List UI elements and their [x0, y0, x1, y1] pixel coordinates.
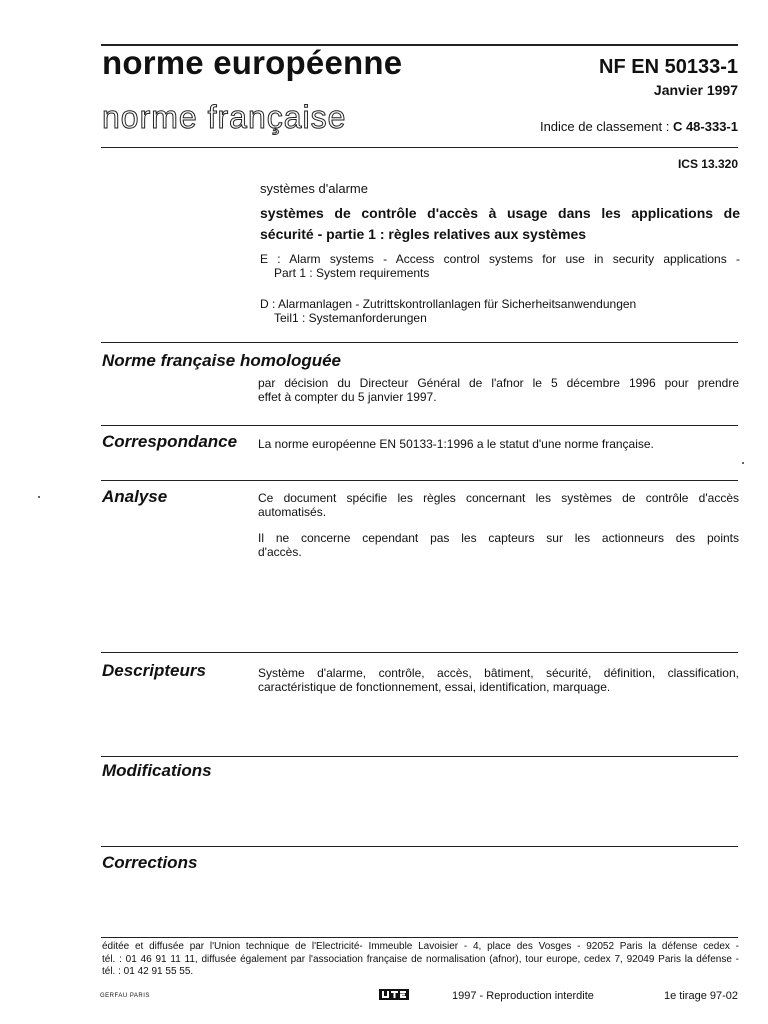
publisher-line-3: tél. : 01 42 91 55 55.	[102, 966, 194, 977]
descripteurs-line-2: caractéristique de fonctionnement, essai, identification, marquage.	[258, 680, 611, 694]
section-rule-correspondance	[101, 425, 738, 426]
print-run: 1e tirage 97-02	[664, 990, 738, 1002]
section-label-corrections: Corrections	[102, 853, 198, 872]
publisher-line-2: tél. : 01 46 91 11 11, diffusée également par l'association française de normalisation (afnor), tour europe, cedex 7, 92049 Paris la défense -	[102, 953, 739, 965]
subject-title-line-2: sécurité - partie 1 : règles relatives aux systèmes	[260, 226, 587, 242]
subject-title	[260, 203, 740, 245]
footer-rule	[101, 937, 738, 938]
subject-category: systèmes d'alarme	[260, 181, 368, 196]
publisher-info	[102, 941, 739, 979]
homologuee-line-2: effet à compter du 5 janvier 1997.	[258, 390, 437, 404]
ics-code: ICS 13.320	[677, 157, 738, 171]
section-rule-descripteurs	[101, 652, 738, 653]
english-title	[260, 252, 740, 280]
section-text-descripteurs	[258, 666, 739, 694]
standard-number: NF EN 50133-1	[599, 56, 738, 78]
analyse-p2-line-1: Il ne concerne cependant pas les capteurs sur les actionneurs des points	[258, 531, 739, 545]
section-text-homologuee	[258, 376, 739, 404]
german-title-line-2: Teil1 : Systemanforderungen	[274, 311, 427, 325]
descripteurs-line-1: Système d'alarme, contrôle, accès, bâtiment, sécurité, définition, classification,	[258, 666, 739, 680]
subject-title-line-1: systèmes de contrôle d'accès à usage dans les applications de	[260, 205, 740, 221]
english-title-line-2: Part 1 : System requirements	[274, 266, 430, 280]
section-label-analyse: Analyse	[102, 487, 168, 506]
ute-logo-icon	[379, 987, 409, 1002]
section-rule-homologuee	[101, 342, 738, 343]
homologuee-line-1: par décision du Directeur Général de l'afnor le 5 décembre 1996 pour prendre	[258, 376, 739, 390]
printer-name: GERFAU PARIS	[100, 993, 150, 999]
section-label-modifications: Modifications	[102, 761, 212, 780]
section-text-analyse-p1	[258, 491, 739, 519]
section-rule-corrections	[101, 846, 738, 847]
section-text-analyse-p2	[258, 531, 739, 559]
reproduction-notice: 1997 - Reproduction interdite	[452, 990, 594, 1002]
standard-date: Janvier 1997	[653, 82, 738, 98]
english-title-line-1: E : Alarm systems - Access control systems for use in security applications -	[260, 252, 740, 266]
analyse-p1-line-1: Ce document spécifie les règles concernant les systèmes de contrôle d'accès	[258, 491, 739, 505]
header-bottom-rule	[101, 147, 738, 148]
analyse-p2-line-2: d'accès.	[258, 545, 302, 559]
section-label-descripteurs: Descripteurs	[102, 661, 206, 680]
section-rule-modifications	[101, 756, 738, 757]
main-title: norme européenne	[102, 44, 403, 81]
analyse-p1-line-2: automatisés.	[258, 505, 327, 519]
section-text-correspondance: La norme européenne EN 50133-1:1996 a le statut d'une norme française.	[258, 437, 654, 451]
classement-label: Indice de classement :	[539, 119, 670, 134]
sub-title: norme française	[102, 99, 347, 135]
classement-index	[540, 119, 738, 134]
scan-speck	[742, 462, 744, 464]
section-label-correspondance: Correspondance	[102, 432, 238, 451]
publisher-line-1: éditée et diffusée par l'Union technique de l'Electricité- Immeuble Lavoisier - 4, place des Vosges - 92052 Paris la défense cedex -	[102, 941, 739, 952]
classement-value: C 48-333-1	[672, 119, 738, 134]
scan-speck	[38, 496, 40, 498]
section-rule-analyse	[101, 480, 738, 481]
german-title	[260, 297, 740, 325]
german-title-line-1: D : Alarmanlagen - Zutrittskontrollanlagen für Sicherheitsanwendungen	[260, 297, 637, 311]
section-label-homologuee: Norme française homologuée	[102, 351, 342, 370]
